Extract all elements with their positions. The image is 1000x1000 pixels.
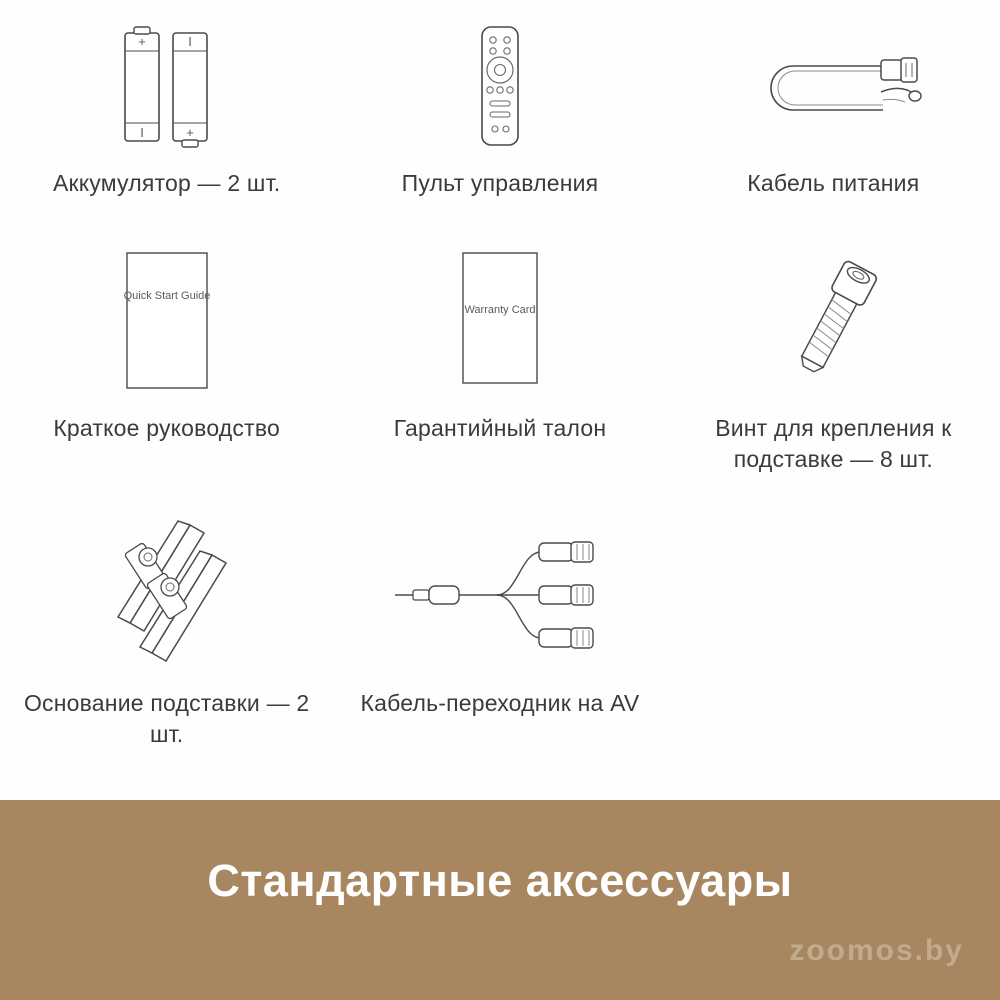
battery-icon [0, 10, 333, 160]
accessory-caption: Кабель-переходник на AV [360, 690, 640, 716]
stand-base-icon [0, 510, 333, 680]
accessory-caption: Краткое руководство [53, 415, 281, 441]
remote-control-icon [333, 10, 666, 160]
accessory-cell-empty [667, 500, 1000, 770]
av-adapter-cable-icon [333, 510, 666, 680]
accessory-cell-screw [667, 230, 1000, 500]
svg-text:I: I [139, 125, 144, 140]
svg-text:Quick Start Guide: Quick Start Guide [123, 289, 211, 302]
accessory-caption: Кабель питания [747, 170, 920, 196]
accessory-cell-power-cable [667, 0, 1000, 230]
accessory-cell-battery [0, 0, 333, 230]
accessory-cell-warranty-card [333, 230, 666, 500]
accessory-caption: Аккумулятор — 2 шт. [52, 170, 281, 196]
svg-text:Warranty Card: Warranty Card [464, 303, 536, 316]
watermark: zoomos.by [789, 934, 964, 967]
accessory-cell-remote [333, 0, 666, 230]
accessory-caption: Гарантийный талон [393, 415, 607, 441]
accessory-caption: Пульт управления [401, 170, 599, 196]
warranty-card-icon [333, 240, 666, 405]
accessory-cell-quick-start-guide [0, 230, 333, 500]
accessory-cell-av-adapter [333, 500, 666, 770]
bottom-banner [0, 800, 1000, 1000]
svg-text:I: I [187, 34, 192, 49]
svg-text:+: + [137, 34, 146, 49]
svg-text:+: + [185, 125, 194, 140]
quick-start-guide-icon [0, 240, 333, 405]
accessory-cell-stand-base [0, 500, 333, 770]
accessory-caption: Винт для крепления к подставке — 8 шт. [715, 415, 952, 472]
screw-icon [667, 240, 1000, 405]
accessory-caption: Основание подставки — 2 шт. [23, 690, 310, 747]
banner-title: Стандартные аксессуары [207, 855, 793, 906]
power-cable-icon [667, 10, 1000, 160]
